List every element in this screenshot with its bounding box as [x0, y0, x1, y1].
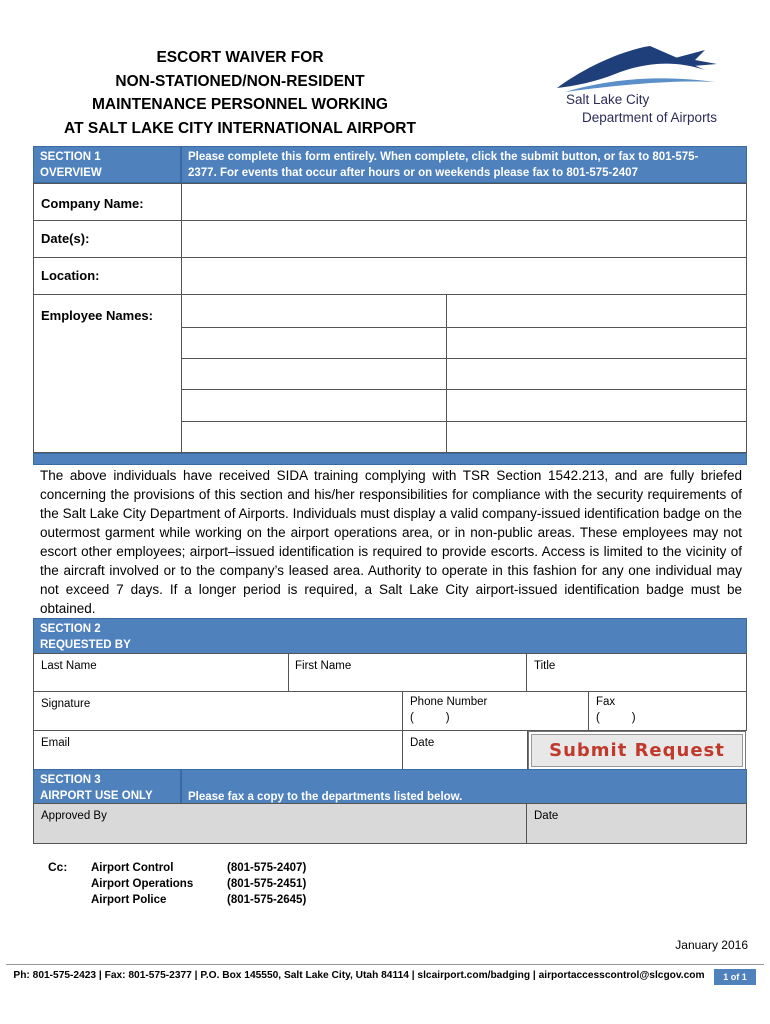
employee-name-field[interactable]: [446, 327, 747, 359]
section1-instructions: [181, 146, 747, 183]
fax-label: Fax: [596, 696, 616, 708]
approved-by-label: Approved By: [41, 810, 107, 822]
title-label: Title: [534, 660, 556, 672]
section-divider-bar: [33, 453, 747, 465]
title-line-3: MAINTENANCE PERSONNEL WORKING: [92, 96, 388, 113]
instructions-line2: 2377. For events that occur after hours or on weekends please fax to 801-575-2407: [188, 167, 638, 179]
email-label: Email: [41, 737, 70, 749]
phone-paren: ( ): [410, 712, 450, 724]
employee-name-field[interactable]: [446, 294, 747, 328]
email-field[interactable]: [33, 730, 403, 770]
signature-field[interactable]: [33, 691, 403, 731]
cc-phone: (801-575-2407): [227, 862, 307, 874]
last-name-label: Last Name: [41, 660, 97, 672]
employee-name-field[interactable]: [446, 358, 747, 390]
cc-name: Airport Police: [91, 894, 167, 906]
title-line-4: AT SALT LAKE CITY INTERNATIONAL AIRPORT: [64, 119, 416, 137]
employee-name-field[interactable]: [181, 421, 447, 453]
date-field[interactable]: [402, 730, 528, 770]
company-label: Company Name:: [41, 196, 144, 211]
title-field[interactable]: [526, 653, 747, 692]
first-name-label: First Name: [295, 660, 352, 672]
date-label: Date: [410, 737, 435, 749]
cc-name: Airport Control: [91, 862, 174, 874]
section3-label-line2: AIRPORT USE ONLY: [40, 790, 153, 802]
cc-phones: [227, 860, 306, 908]
title-line-1: ESCORT WAIVER FOR: [156, 49, 324, 66]
title-line-2: NON-STATIONED/NON-RESIDENT: [115, 72, 365, 90]
cc-phone: (801-575-2645): [227, 894, 307, 906]
employees-label: Employee Names:: [41, 308, 153, 323]
fax-paren: ( ): [596, 712, 636, 724]
section3-label: [33, 769, 181, 804]
cc-name: Airport Operations: [91, 878, 194, 890]
fax-field[interactable]: [588, 691, 747, 731]
approved-by-field[interactable]: [33, 803, 527, 844]
approval-date-label: Date: [534, 810, 559, 822]
employee-name-field[interactable]: [181, 389, 447, 422]
section1-label-line2: OVERVIEW: [40, 167, 102, 179]
footer-contact: Ph: 801-575-2423 | Fax: 801-575-2377 | P.O. Box 145550, Salt Lake City, Utah 84114 | slcairport.com/badging | airportaccesscontrol@slcgov.com: [13, 970, 705, 981]
phone-label: Phone Number: [410, 696, 488, 708]
company-field[interactable]: [181, 183, 747, 221]
instructions-line1: Please complete this form entirely. When complete, click the submit button, or fax to 801-575-: [188, 151, 699, 163]
logo-text-line1: Salt Lake City: [566, 92, 650, 107]
employee-name-field[interactable]: [446, 389, 747, 422]
cc-names: [91, 860, 193, 908]
form-title: [40, 46, 440, 140]
section3-label-line1: SECTION 3: [40, 774, 101, 786]
footer-rule: [6, 964, 764, 965]
section1-label-line1: SECTION 1: [40, 151, 101, 163]
dates-label: Date(s):: [41, 231, 90, 246]
approval-date-field[interactable]: [526, 803, 747, 844]
section2-label-line1: SECTION 2: [40, 623, 101, 635]
employee-name-field[interactable]: [181, 294, 447, 328]
cc-label: Cc:: [48, 860, 68, 874]
phone-field[interactable]: [402, 691, 589, 731]
employee-name-field[interactable]: [181, 327, 447, 359]
first-name-field[interactable]: [288, 653, 527, 692]
employee-name-field[interactable]: [446, 421, 747, 453]
signature-label: Signature: [41, 698, 91, 710]
page-indicator: 1 of 1: [714, 969, 756, 985]
briefing-paragraph: The above individuals have received SIDA training complying with TSR Section 1542.213, and are fully briefed concerning the provisions of this section and his/her responsibilities for compliance with the security requirements of the Salt Lake City Department of Airports. Individuals must display a valid company-issued identification badge on the outermost garment while working on the airport operations area, or in non-public areas. These employees may not escort other employees; airport–issued identification is required to provide escorts. Access is limited to the vicinity of the aircraft involved or to the company’s leased area. Authority to operate in this fashion for any one individual may not exceed 7 days. If a longer period is required, a Salt Lake City airport-issued identification badge must be obtained.: [40, 468, 742, 616]
section3-instruction: Please fax a copy to the departments listed below.: [181, 769, 747, 804]
location-label: Location:: [41, 268, 100, 283]
logo-text-line2: Department of Airports: [582, 110, 718, 125]
location-field[interactable]: [181, 257, 747, 295]
section1-label: [33, 146, 181, 183]
revision-date: January 2016: [675, 938, 748, 952]
section2-header: [33, 618, 747, 654]
cc-phone: (801-575-2451): [227, 878, 307, 890]
submit-request-button[interactable]: Submit Request: [528, 731, 746, 770]
employee-name-field[interactable]: [181, 358, 447, 390]
dates-field[interactable]: [181, 220, 747, 258]
last-name-field[interactable]: [33, 653, 289, 692]
section2-label-line2: REQUESTED BY: [40, 639, 131, 651]
